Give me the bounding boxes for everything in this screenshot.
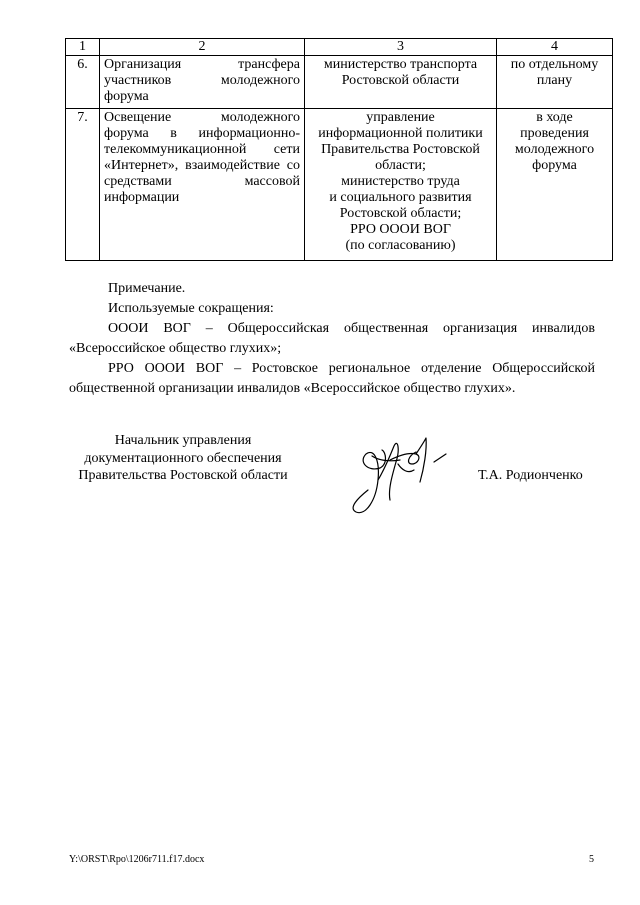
abbreviation-entry: ОООИ ВОГ – Общероссийская общественная организация инвалидов «Всероссийское общество глухих»; <box>69 321 595 356</box>
responsible-line: Ростовской области <box>341 73 460 88</box>
responsible-cell <box>305 109 497 261</box>
responsible-line: министерство труда <box>341 174 460 189</box>
signer-position-line: Начальник управления <box>114 433 252 448</box>
column-number-3: 3 <box>305 39 497 56</box>
abbreviation-entry: РРО ОООИ ВОГ – Ростовское региональное отделение Общероссийской общественной организации инвалидов «Всероссийское общество глухих». <box>69 361 595 396</box>
term-line: плану <box>536 73 573 88</box>
responsible-line: (по согласованию) <box>345 238 456 253</box>
term-cell <box>497 109 613 261</box>
table-row <box>66 56 613 109</box>
responsible-line: РРО ОООИ ВОГ <box>350 222 451 237</box>
responsible-line: и социального развития <box>329 190 472 205</box>
handwritten-signature <box>328 420 468 520</box>
responsible-line: управление <box>366 110 435 125</box>
page-number: 5 <box>589 854 594 865</box>
column-number-2: 2 <box>100 39 305 56</box>
term-line: в ходе <box>536 110 573 125</box>
term-line: по отдельному <box>510 57 599 72</box>
table-row <box>66 109 613 261</box>
task-text: Организация трансфера участников молодежного форума <box>100 56 305 109</box>
notes-section <box>69 279 595 399</box>
events-table <box>65 38 613 261</box>
signer-position-line: документационного обеспечения <box>84 450 282 466</box>
table-header-row <box>66 39 613 56</box>
term-line: молодежного <box>514 142 595 157</box>
row-number: 7. <box>66 109 100 261</box>
task-text: Освещение молодежного форума в информационно-телекоммуникационной сети «Интернет», взаимодействие со средствами массовой информации <box>100 109 305 261</box>
responsible-line: области; <box>375 158 426 173</box>
column-number-1: 1 <box>66 39 100 56</box>
term-cell <box>497 56 613 109</box>
responsible-cell <box>305 56 497 109</box>
responsible-line: министерство транспорта <box>323 57 478 72</box>
responsible-line: Правительства Ростовской <box>321 142 480 157</box>
column-number-4: 4 <box>497 39 613 56</box>
file-path: Y:\ORST\Rpo\1206r711.f17.docx <box>69 854 205 865</box>
signer-name: Т.А. Родионченко <box>478 468 583 483</box>
responsible-line: Ростовской области; <box>339 206 462 221</box>
signer-position-line: Правительства Ростовской области <box>78 468 288 483</box>
term-line: форума <box>532 158 577 173</box>
signer-position <box>66 432 300 485</box>
responsible-line: информационной политики <box>318 126 483 141</box>
term-line: проведения <box>520 126 589 141</box>
note-heading: Примечание. <box>108 281 186 296</box>
abbreviations-heading: Используемые сокращения: <box>108 301 274 316</box>
row-number: 6. <box>66 56 100 109</box>
